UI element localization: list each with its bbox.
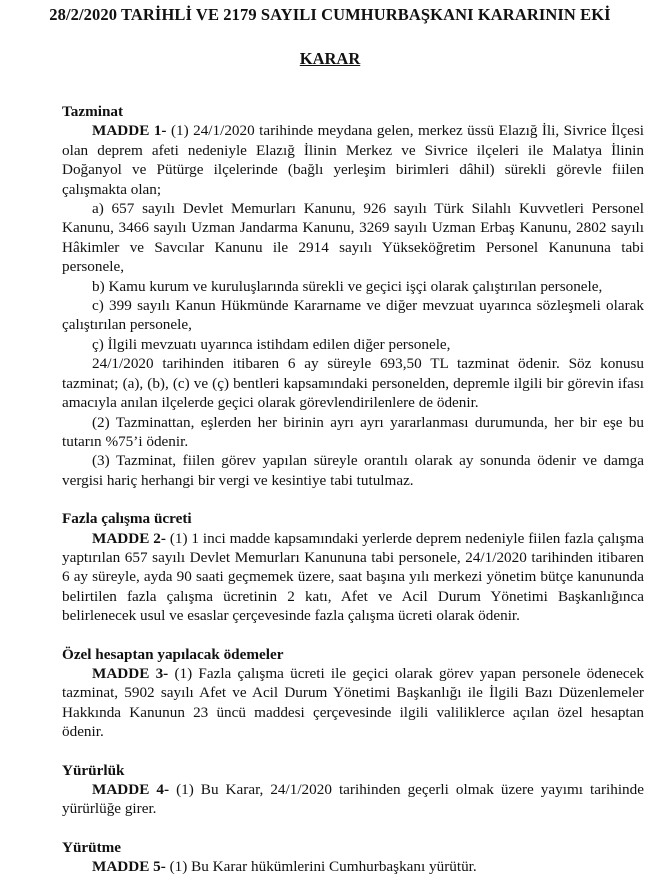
section-heading-yurutme: Yürütme bbox=[62, 838, 122, 856]
madde-4-text: (1) Bu Karar, 24/1/2020 tarihinden geçerli olmak üzere yayımı tarihinde yürürlüğe girer. bbox=[62, 781, 644, 818]
madde-1-item-b: b) Kamu kurum ve kuruluşlarında sürekli ve geçici işçi olarak çalıştırılan personele, bbox=[92, 277, 603, 295]
madde-4 bbox=[62, 780, 644, 819]
madde-1-item-a: a) 657 sayılı Devlet Memurları Kanunu, 926 sayılı Türk Silahlı Kuvvetleri Personel Kanunu, 3466 sayılı Uzman Jandarma Kanunu, 3269 sayılı Uzman Erbaş Kanunu, 2802 sayılı Hâkimler ve Savcılar Kanunu ile 2914 sayılı Yükseköğretim Personel Kanununa tabi personele, bbox=[62, 200, 644, 276]
madde-3-label: MADDE 3- bbox=[92, 664, 169, 682]
madde-1-intro-text: (1) 24/1/2020 tarihinde meydana gelen, merkez üssü Elazığ İli, Sivrice İlçesi olan deprem afeti nedeniyle Elazığ İlinin Merkez ve Sivrice ilçeleri ile Malatya İlinin Doğanyol ve Pütürge ilçelerinde (bağlı yerleşim birimleri dâhil) sürekli görevle fiilen çalışmakta olan; bbox=[62, 122, 644, 198]
section-gap bbox=[62, 742, 644, 761]
document-subtitle: KARAR bbox=[299, 49, 361, 68]
madde-5-label: MADDE 5- bbox=[92, 858, 166, 876]
section-heading-ozel-hesap: Özel hesaptan yapılacak ödemeler bbox=[62, 645, 284, 663]
madde-1-para-3: (3) Tazminat, fiilen görev yapılan süreyle orantılı olarak ay sonunda ödenir ve damga vergisi hariç herhangi bir vergi ve kesintiye tabi tutulmaz. bbox=[62, 452, 644, 489]
madde-2-text: (1) 1 inci madde kapsamındaki yerlerde deprem nedeniyle fiilen fazla çalışma yaptırılan 657 sayılı Devlet Memurları Kanununa tabi personele, 24/1/2020 tarihinden itibaren 6 ay süreyle, ayda 90 saati geçmemek üzere, saat başına yılı merkezi yönetim bütçe kanununda belirtilen fazla çalışma ücretinin 2 katı, Afet ve Acil Durum Yönetimi Başkanlığınca belirlenecek usul ve esaslar çerçevesinde fazla çalışma ücreti olarak ödenir. bbox=[62, 529, 644, 625]
madde-2 bbox=[62, 529, 644, 626]
madde-4-label: MADDE 4- bbox=[92, 781, 170, 798]
madde-1-amount: 24/1/2020 tarihinden itibaren 6 ay süreyle 693,50 TL tazminat ödenir. Söz konusu tazminat; (a), (b), (c) ve (ç) bentleri kapsamındaki personelden, depremle ilgili bir görevin ifası amacıyla anılan ilçelerde geçici olarak görevlendirilenlere de ödenir. bbox=[62, 355, 644, 412]
madde-2-label: MADDE 2- bbox=[92, 529, 166, 547]
madde-1-label: MADDE 1- bbox=[92, 122, 167, 140]
madde-3-text: (1) Fazla çalışma ücreti ile geçici olarak görev yapan personele ödenecek tazminat, 5902 sayılı Afet ve Acil Durum Yönetimi Başkanlığı ile İlgili Bazı Düzenlemeler Hakkında Kanunun 23 üncü maddesi çerçevesinde ilgili valiliklerce açılan özel hesaptan ödenir. bbox=[62, 664, 644, 741]
document-title: 28/2/2020 TARİHLİ VE 2179 SAYILI CUMHURBAŞKANI KARARININ EKİ bbox=[49, 5, 611, 24]
section-gap bbox=[62, 819, 644, 838]
madde-5 bbox=[62, 857, 644, 876]
madde-1-item-cc: ç) İlgili mevzuatı uyarınca istihdam edilen diğer personele, bbox=[92, 335, 451, 353]
madde-1-item-c: c) 399 sayılı Kanun Hükmünde Kararname ve diğer mevzuat uyarınca sözleşmeli olarak çalıştırılan personele, bbox=[62, 297, 644, 334]
section-heading-fazla-calisma: Fazla çalışma ücreti bbox=[62, 510, 192, 528]
section-heading-yururluk: Yürürlük bbox=[62, 761, 125, 779]
section-gap bbox=[62, 490, 644, 509]
document-body bbox=[62, 102, 644, 877]
madde-1-intro bbox=[62, 121, 644, 199]
section-gap bbox=[62, 626, 644, 645]
madde-3 bbox=[62, 664, 644, 742]
section-heading-tazminat: Tazminat bbox=[62, 103, 124, 120]
madde-1-para-2: (2) Tazminattan, eşlerden her birinin ayrı ayrı yararlanması durumunda, her bir eşe bu tutarın %75’i ödenir. bbox=[62, 413, 644, 450]
madde-5-text: (1) Bu Karar hükümlerini Cumhurbaşkanı yürütür. bbox=[165, 858, 477, 876]
